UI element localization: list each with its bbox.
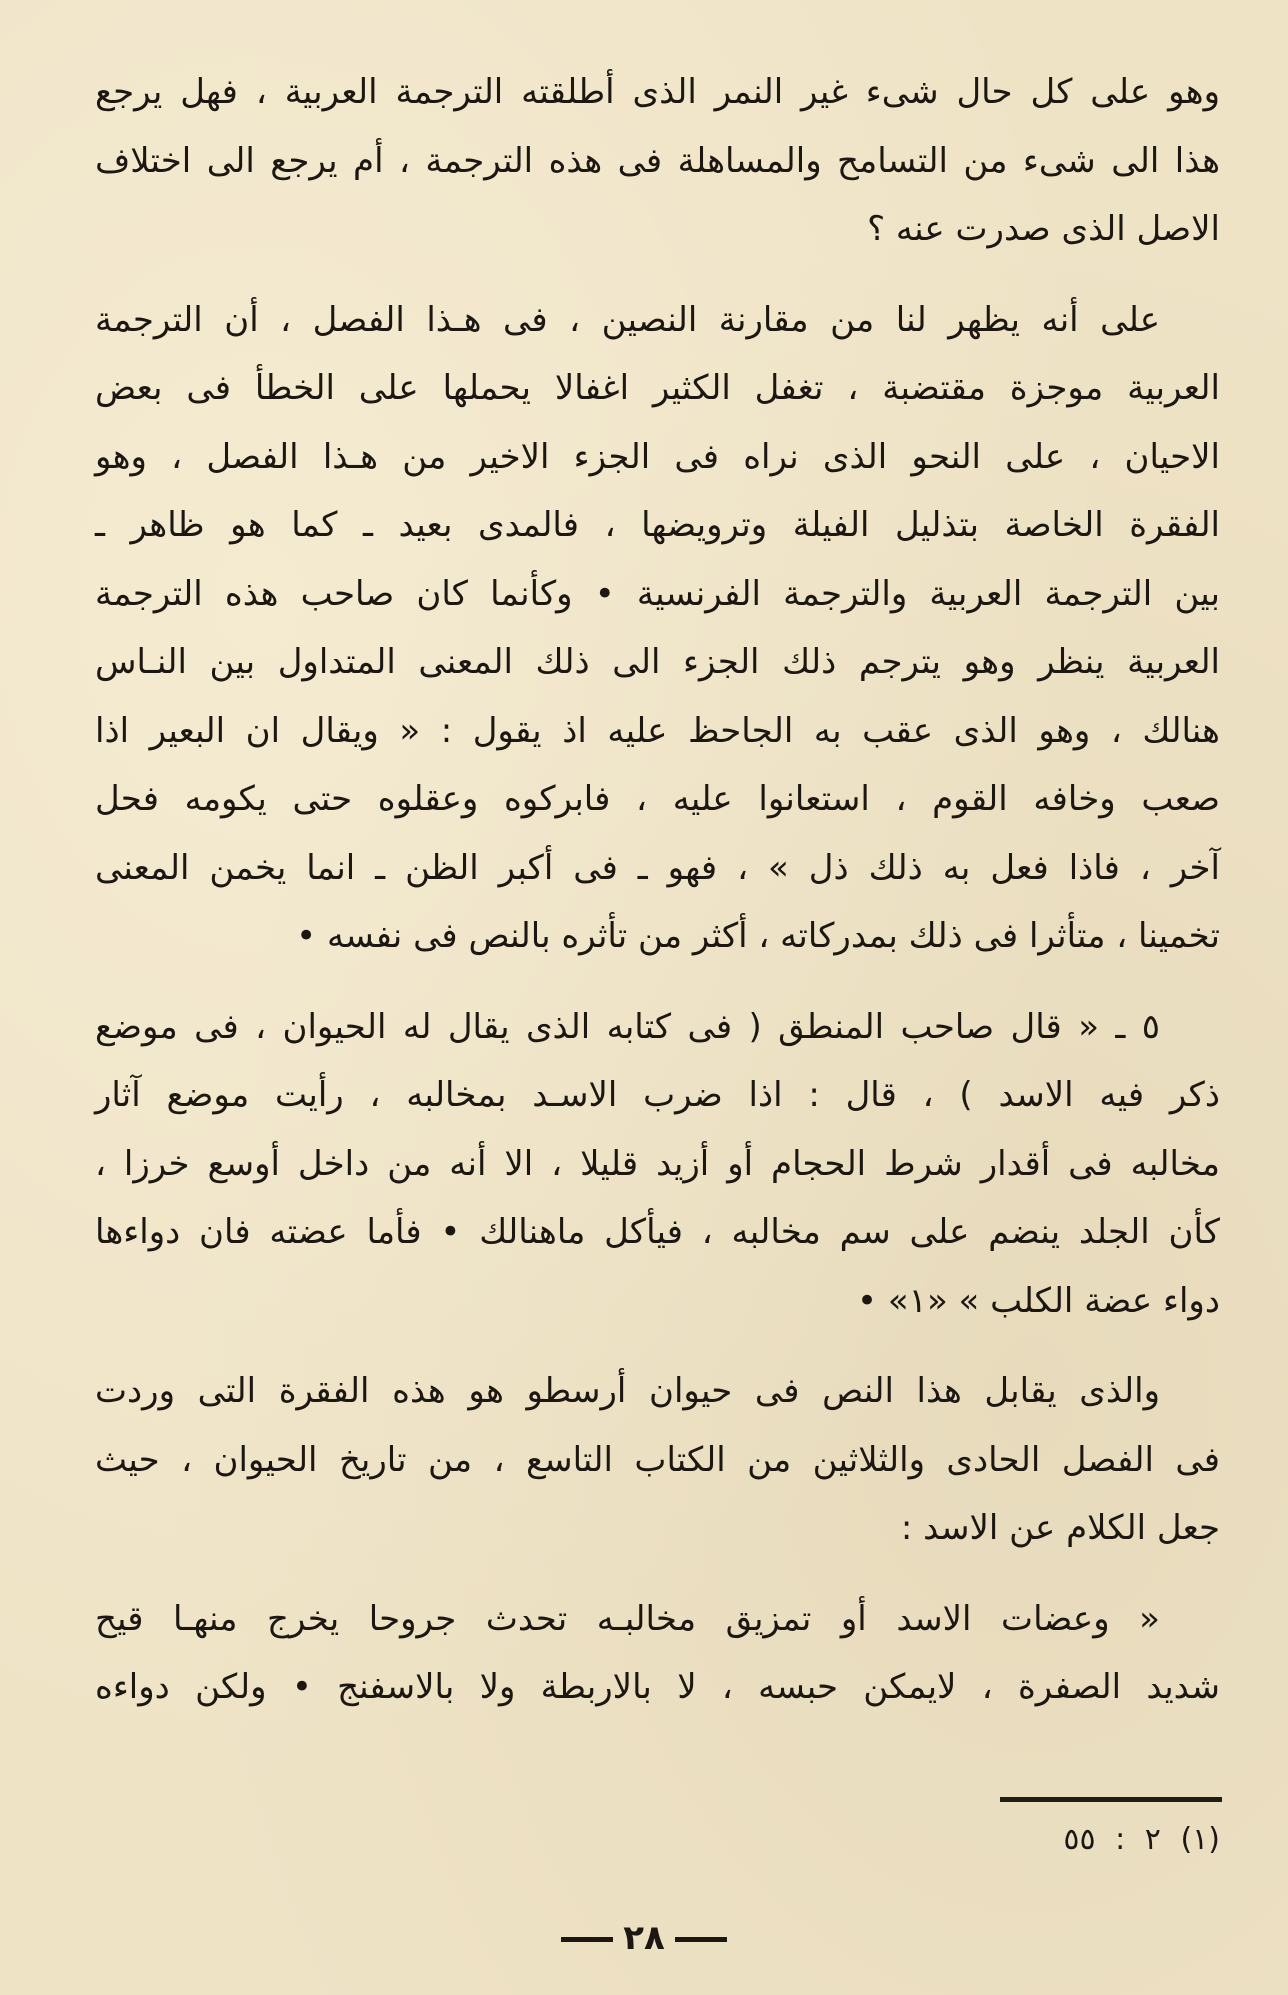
dash-left <box>675 1937 727 1942</box>
text-line: على أنه يظهر لنا من مقارنة النصين ، فى هـذا الفصل ، أن الترجمة <box>95 299 1160 340</box>
dash-right <box>561 1937 613 1942</box>
text-line: العربية ينظر وهو يترجم ذلك الجزء الى ذلك المعنى المتداول بين النـاس <box>95 642 1220 682</box>
text-line: هنالك ، وهو الذى عقب به الجاحظ عليه اذ يقول : « ويقال ان البعير اذا <box>95 710 1220 751</box>
text-line: وهو على كل حال شىء غير النمر الذى أطلقته الترجمة العربية ، فهل يرجع <box>95 72 1220 112</box>
page-number <box>0 1918 1288 1958</box>
text-line: كأن الجلد ينضم على سم مخالبه ، فيأكل ماهنالك • فأما عضته فان دواءها <box>95 1212 1220 1252</box>
paragraph <box>95 993 1220 1336</box>
text-line: شديد الصفرة ، لايمكن حبسه ، لا بالاربطة ولا بالاسفنج • ولكن دواءه <box>95 1667 1220 1707</box>
paragraph <box>95 1357 1220 1563</box>
text-line: مخالبه فى أقدار شرط الحجام أو أزيد قليلا ، الا أنه من داخل أوسع خرزا ، <box>95 1143 1220 1184</box>
text-line: ٥ ـ « قال صاحب المنطق ( فى كتابه الذى يقال له الحيوان ، فى موضع <box>95 1006 1160 1047</box>
text-line: ذكر فيه الاسد ) ، قال : اذا ضرب الاسـد بمخالبه ، رأيت موضع آثار <box>95 1075 1220 1115</box>
paragraph <box>95 58 1220 264</box>
text-line: دواء عضة الكلب » «١» • <box>857 1280 1220 1321</box>
text-line: بين الترجمة العربية والترجمة الفرنسية • وكأنما كان صاحب هذه الترجمة <box>95 573 1220 614</box>
footnote: (١) ٢ : ٥٥ <box>1063 1822 1220 1857</box>
text-line: هذا الى شىء من التسامح والمساهلة فى هذه الترجمة ، أم يرجع الى اختلاف <box>95 140 1220 181</box>
text-line: والذى يقابل هذا النص فى حيوان أرسطو هو هذه الفقرة التى وردت <box>95 1371 1160 1411</box>
page-body <box>95 58 1220 1722</box>
text-line: جعل الكلام عن الاسد : <box>900 1508 1220 1548</box>
footnote-divider <box>1000 1797 1222 1802</box>
text-line: « وعضات الاسد أو تمزيق مخالبـه تحدث جروحا يخرج منهـا قيح <box>95 1598 1160 1639</box>
text-line: فى الفصل الحادى والثلاثين من الكتاب التاسع ، من تاريخ الحيوان ، حيث <box>95 1439 1220 1480</box>
text-line: الفقرة الخاصة بتذليل الفيلة وترويضها ، فالمدى بعيد ـ كما هو ظاهر ـ <box>95 505 1220 545</box>
paragraph <box>95 1585 1220 1722</box>
text-line: الاصل الذى صدرت عنه ؟ <box>867 209 1220 249</box>
paragraph <box>95 286 1220 971</box>
text-line: آخر ، فاذا فعل به ذلك ذل » ، فهو ـ فى أكبر الظن ـ انما يخمن المعنى <box>95 847 1220 888</box>
text-line: تخمينا ، متأثرا فى ذلك بمدركاته ، أكثر من تأثره بالنص فى نفسه • <box>296 916 1220 956</box>
text-line: الاحيان ، على النحو الذى نراه فى الجزء الاخير من هـذا الفصل ، وهو <box>95 436 1220 477</box>
text-line: العربية موجزة مقتضبة ، تغفل الكثير اغفالا يحملها على الخطأ فى بعض <box>95 368 1220 408</box>
page-number-value: ٢٨ <box>623 1918 665 1958</box>
text-line: صعب وخافه القوم ، استعانوا عليه ، فابركوه وعقلوه حتى يكومه فحل <box>95 779 1220 819</box>
